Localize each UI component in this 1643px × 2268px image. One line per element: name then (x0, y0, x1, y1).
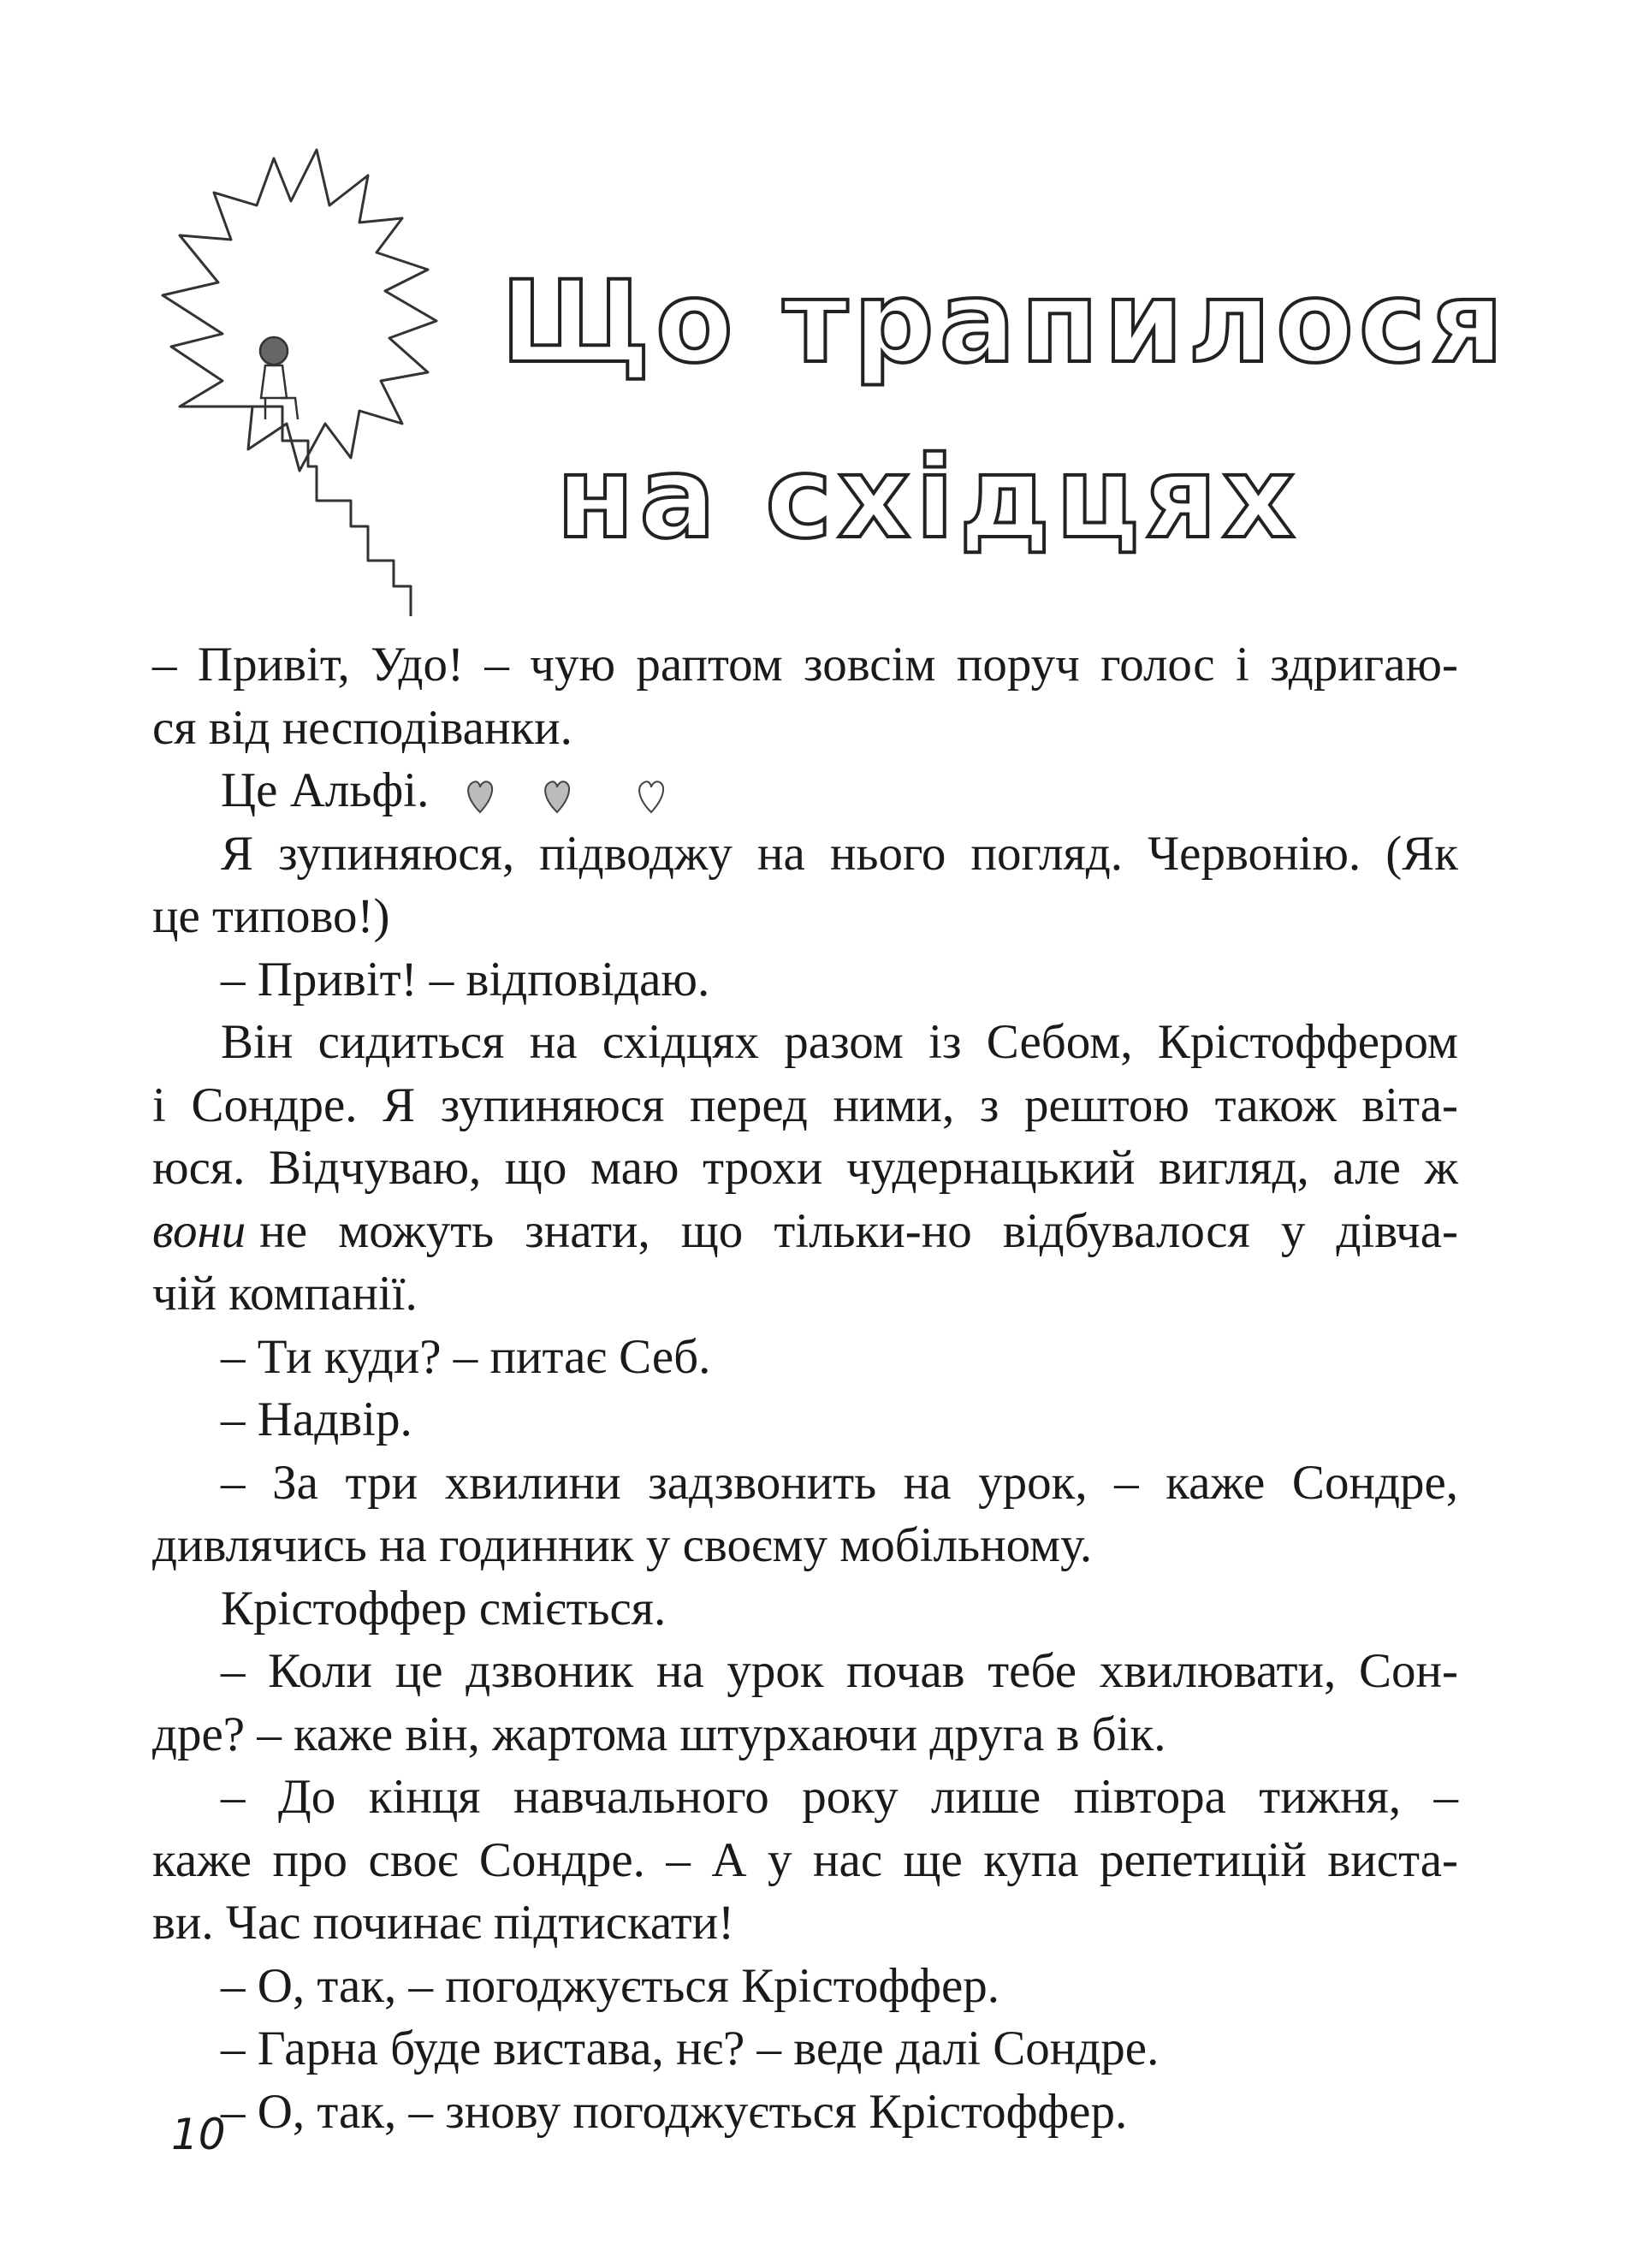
paragraph-line: – Гарна буде вистава, нє? – веде далі Сондре. (221, 2022, 1160, 2075)
paragraph-line: – О, так, – знову погоджується Крістоффер. (221, 2084, 1128, 2139)
line-text: не можуть знати, що тільки-но відбувалося у дівча- (259, 1203, 1458, 1258)
paragraph-line: і Сондре. Я зупиняюся перед ними, з рештою також віта- (152, 1078, 1458, 1132)
paragraph-line: це типово!) (152, 889, 390, 943)
sun-staircase-illustration (145, 141, 505, 620)
paragraph-line: – До кінця навчального року лише півтора тижня, – (221, 1770, 1458, 1824)
page-number: 10 (171, 2110, 226, 2159)
paragraph-line: – За три хвилини задзвонить на урок, – каже Сондре, (221, 1455, 1458, 1510)
paragraph-line: – Надвір. (221, 1392, 412, 1446)
paragraph-line: каже про своє Сондре. – А у нас ще купа репетицій виста- (152, 1832, 1458, 1887)
paragraph-line: Крістоффер сміється. (221, 1581, 667, 1636)
paragraph-line: – Коли це дзвоник на урок почав тебе хвилювати, Сон- (221, 1644, 1458, 1698)
chapter-title-line1: Що трапилося (501, 257, 1509, 389)
chapter-body (152, 633, 1458, 2143)
paragraph-line: дре? – каже він, жартома штурхаючи друга в бік. (152, 1707, 1166, 1761)
paragraph-line: – О, так, – погоджується Крістоффер. (221, 1958, 999, 2013)
paragraph-line: ви. Час починає підтискати! (152, 1896, 735, 1950)
paragraph-line (152, 759, 1458, 822)
sun-rays (163, 150, 436, 471)
paragraph-line: – Привіт! – відповідаю. (221, 952, 710, 1006)
chapter-title-line2: на східцях (556, 432, 1301, 564)
paragraph-line: чій компанії. (152, 1267, 418, 1321)
line-text: Це Альфі. (221, 763, 430, 817)
paragraph-line: ся від несподіванки. (152, 700, 572, 755)
paragraph-line: – Привіт, Удо! – чую раптом зовсім поруч голос і здригаю- (152, 638, 1458, 692)
paragraph-line: Він сидиться на східцях разом із Себом, Крістоффером (221, 1015, 1458, 1069)
staircase (231, 407, 411, 616)
paragraph-line: юся. Відчуваю, що маю трохи чудернацький вигляд, але ж (152, 1141, 1458, 1195)
paragraph-line (152, 1200, 1458, 1263)
paragraph-line: дивлячись на годинник у своєму мобільному. (152, 1518, 1093, 1572)
paragraph-line: Я зупиняюся, підводжу на нього погляд. Червонію. (Як (221, 826, 1458, 881)
hearts-icon (463, 774, 685, 816)
italic-word: вони (152, 1203, 246, 1258)
paragraph-line: – Ти куди? – питає Себ. (221, 1329, 711, 1384)
